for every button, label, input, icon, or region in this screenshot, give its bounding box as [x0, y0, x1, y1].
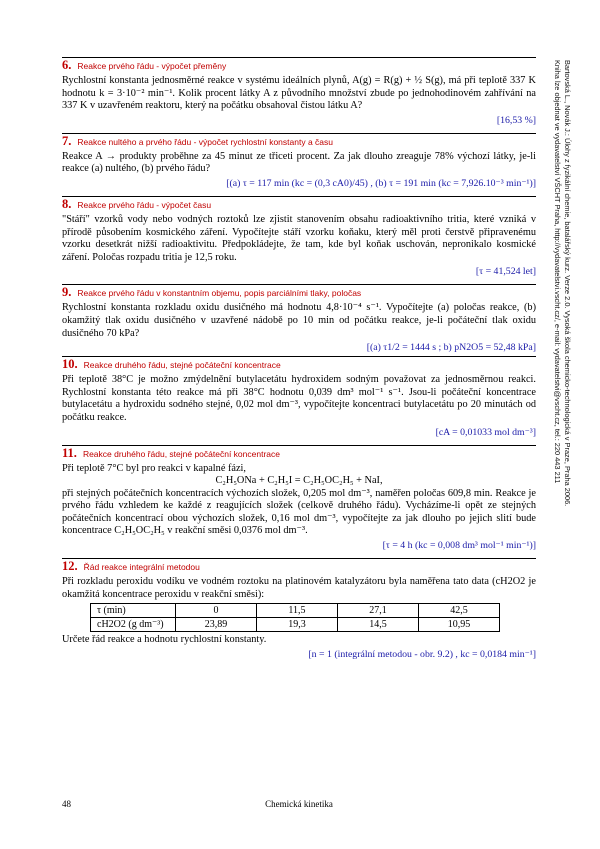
data-table [90, 603, 500, 632]
reaction-equation: C₂H₅ONa + C₂H₅I = C₂H₅OC₂H₅ + NaI, [215, 475, 383, 487]
problem-title: Řád reakce integrální metodou [83, 562, 200, 573]
problem-title: Reakce nultého a prvého řádu - výpočet rychlostní konstanty a času [77, 136, 333, 147]
table-row [91, 618, 500, 632]
problem-text: Při rozkladu peroxidu vodíku ve vodném roztoku na platinovém katalyzátoru byla naměřena tato data (cH2O2 je okamžitá koncentrace peroxidu v reakční směsi): [62, 576, 536, 600]
problem-question: Určete řád reakce a hodnotu rychlostní konstanty. [62, 634, 267, 646]
row-label: τ (min) [91, 604, 176, 618]
problem-number: 8. [62, 196, 72, 211]
problem-text: Reakce A → produkty proběhne za 45 minut ze třiceti procent. Za jak dlouho zreaguje 78% výchozí látky, je-li reakce (a) nultého, (b) prvého řádu? [62, 150, 536, 175]
problem-text: Rychlostní konstanta rozkladu oxidu dusičného má hodnotu 4,8·10⁻⁴ s⁻¹. Vypočítejte (a) poločas reakce, (b) okamžitý tlak oxidu dusičného v uzavřené nádobě po 10 min od počátku reakce, je-li počáteční tlak oxidu dusičného 70 kPa? [62, 302, 536, 339]
problem-title: Reakce prvého řádu - výpočet přeměny [77, 61, 227, 71]
row-label: cH2O2 (g dm⁻³) [91, 618, 176, 632]
problem-text-intro: Při teplotě 7°C byl pro reakci v kapalné fázi, [62, 462, 246, 474]
problem-number: 10. [62, 357, 78, 372]
problem-title: Reakce druhého řádu, stejné počáteční koncentrace [83, 360, 281, 371]
table-cell: 10,95 [419, 618, 500, 632]
problem-9 [62, 284, 536, 354]
problem-answer: [n = 1 (integrální metodou - obr. 9.2) , kc = 0,0184 min⁻¹] [308, 648, 536, 660]
table-cell: 27,1 [338, 604, 419, 618]
problem-6 [62, 57, 536, 127]
problem-12 [62, 558, 536, 661]
problem-10 [62, 356, 536, 438]
citation-line-2: Kniha lze objednat ve vydavatelství VŠCHT Praha, http://vydavatelstvi.vscht.cz/, e-mail: vydavatelstvi@vscht.cz, tel.: 220 443 211 [553, 60, 562, 484]
page-number: 48 [62, 799, 71, 809]
table-cell: 23,89 [176, 618, 257, 632]
citation-line-1: Bartovská L., Novák J.: Úlohy z fyzikální chemie, batalářský kurz. Verze 2.0. Vysoká škola chemicko-technologická v Praze, Praha 2006. [563, 60, 572, 507]
problem-number: 9. [62, 285, 72, 300]
problem-7 [62, 133, 536, 190]
page-content [62, 57, 536, 661]
problem-11 [62, 445, 536, 553]
problem-title: Reakce prvého řádu - výpočet času [77, 199, 212, 210]
table-cell: 14,5 [338, 618, 419, 632]
problem-8 [62, 196, 536, 278]
problem-answer: [τ = 4 h (kc = 0,008 dm³ mol⁻¹ min⁻¹)] [382, 540, 536, 552]
problem-text: Při teplotě 38°C je možno zmýdelnění butylacetátu hydroxidem sodným považovat za jednosměrnou reakci. Rychlostní konstanta této reakce má při 38°C hodnotu 0,039 dm³ mol⁻¹ s⁻¹. Jsou-li počáteční koncentrace butylacetátu a hydroxidu sodného stejné, 0,02 mol dm⁻³, vypočítejte koncentraci butylacetátu po 20 minutách od počátku reakce. [62, 374, 536, 423]
problem-number: 7. [62, 133, 72, 148]
table-row [91, 604, 500, 618]
problem-answer: [τ = 41,524 let] [475, 266, 536, 278]
problem-title: Reakce druhého řádu, stejné počáteční koncentrace [82, 448, 280, 459]
problem-text: Rychlostní konstanta jednosměrné reakce v systému ideálních plynů, A(g) = R(g) + ½ S(g), má při teplotě 337 K hodnotu k = 3·10⁻² min⁻¹. Kolik procent látky A z původního množství zbude po jednohodinovém zahřívání na 337 K v uzavřeném reaktoru, který na počátku obsahoval čistou látku A? [62, 75, 536, 112]
footer-title: Chemická kinetika [265, 799, 333, 809]
page-footer [62, 799, 536, 813]
problem-text: při stejných počátečních koncentracích výchozích složek, 0,205 mol dm⁻³, naměřen poločas 609,8 min. Reakce je prvého řádu vzhledem ke každé z reagujících složek (celkově druhého řádu). Vycházíme-li opět ze stejných počátečních koncentrací obou výchozích složek, 0,16 mol dm⁻³, vypočítejte za jak dlouho po jejich slití bude koncentrace C₂H₅OC₂H₅ v reakční směsi 0,0376 mol dm⁻³. [62, 487, 536, 537]
problem-text: "Stáří" vzorků vody nebo vodných roztoků lze zjistit stanovením obsahu radioaktivního tritia, které vzniká v přírodě působením kosmického záření. Vypočítejte stáří vzorku koňaku, který měl proti čerstvě připravenému vzorku desetkrát nižší radioaktivitu. Předpokládejte, že tam, kde byl koňak uschován, nepronikalo kosmické záření. Poločas rozpadu tritia je 12,5 roku. [62, 213, 536, 263]
problem-number: 6. [62, 58, 72, 72]
problem-number: 11. [62, 445, 77, 460]
problem-answer: [(a) τ1/2 = 1444 s ; b) pN2O5 = 52,48 kPa] [366, 342, 536, 354]
problem-title: Reakce prvého řádu v konstantním objemu, popis parciálními tlaky, poločas [77, 288, 362, 299]
side-citation [552, 60, 572, 700]
table-cell: 42,5 [419, 604, 500, 618]
table-cell: 0 [176, 604, 257, 618]
problem-answer: [16,53 %] [496, 114, 536, 126]
table-cell: 19,3 [257, 618, 338, 632]
problem-answer: [(a) τ = 117 min (kc = (0,3 cA0)/45) , (b) τ = 191 min (kc = 7,926.10⁻³ min⁻¹)] [226, 177, 536, 189]
problem-number: 12. [62, 559, 78, 574]
problem-answer: [cA = 0,01033 mol dm⁻³] [435, 426, 536, 438]
table-cell: 11,5 [257, 604, 338, 618]
